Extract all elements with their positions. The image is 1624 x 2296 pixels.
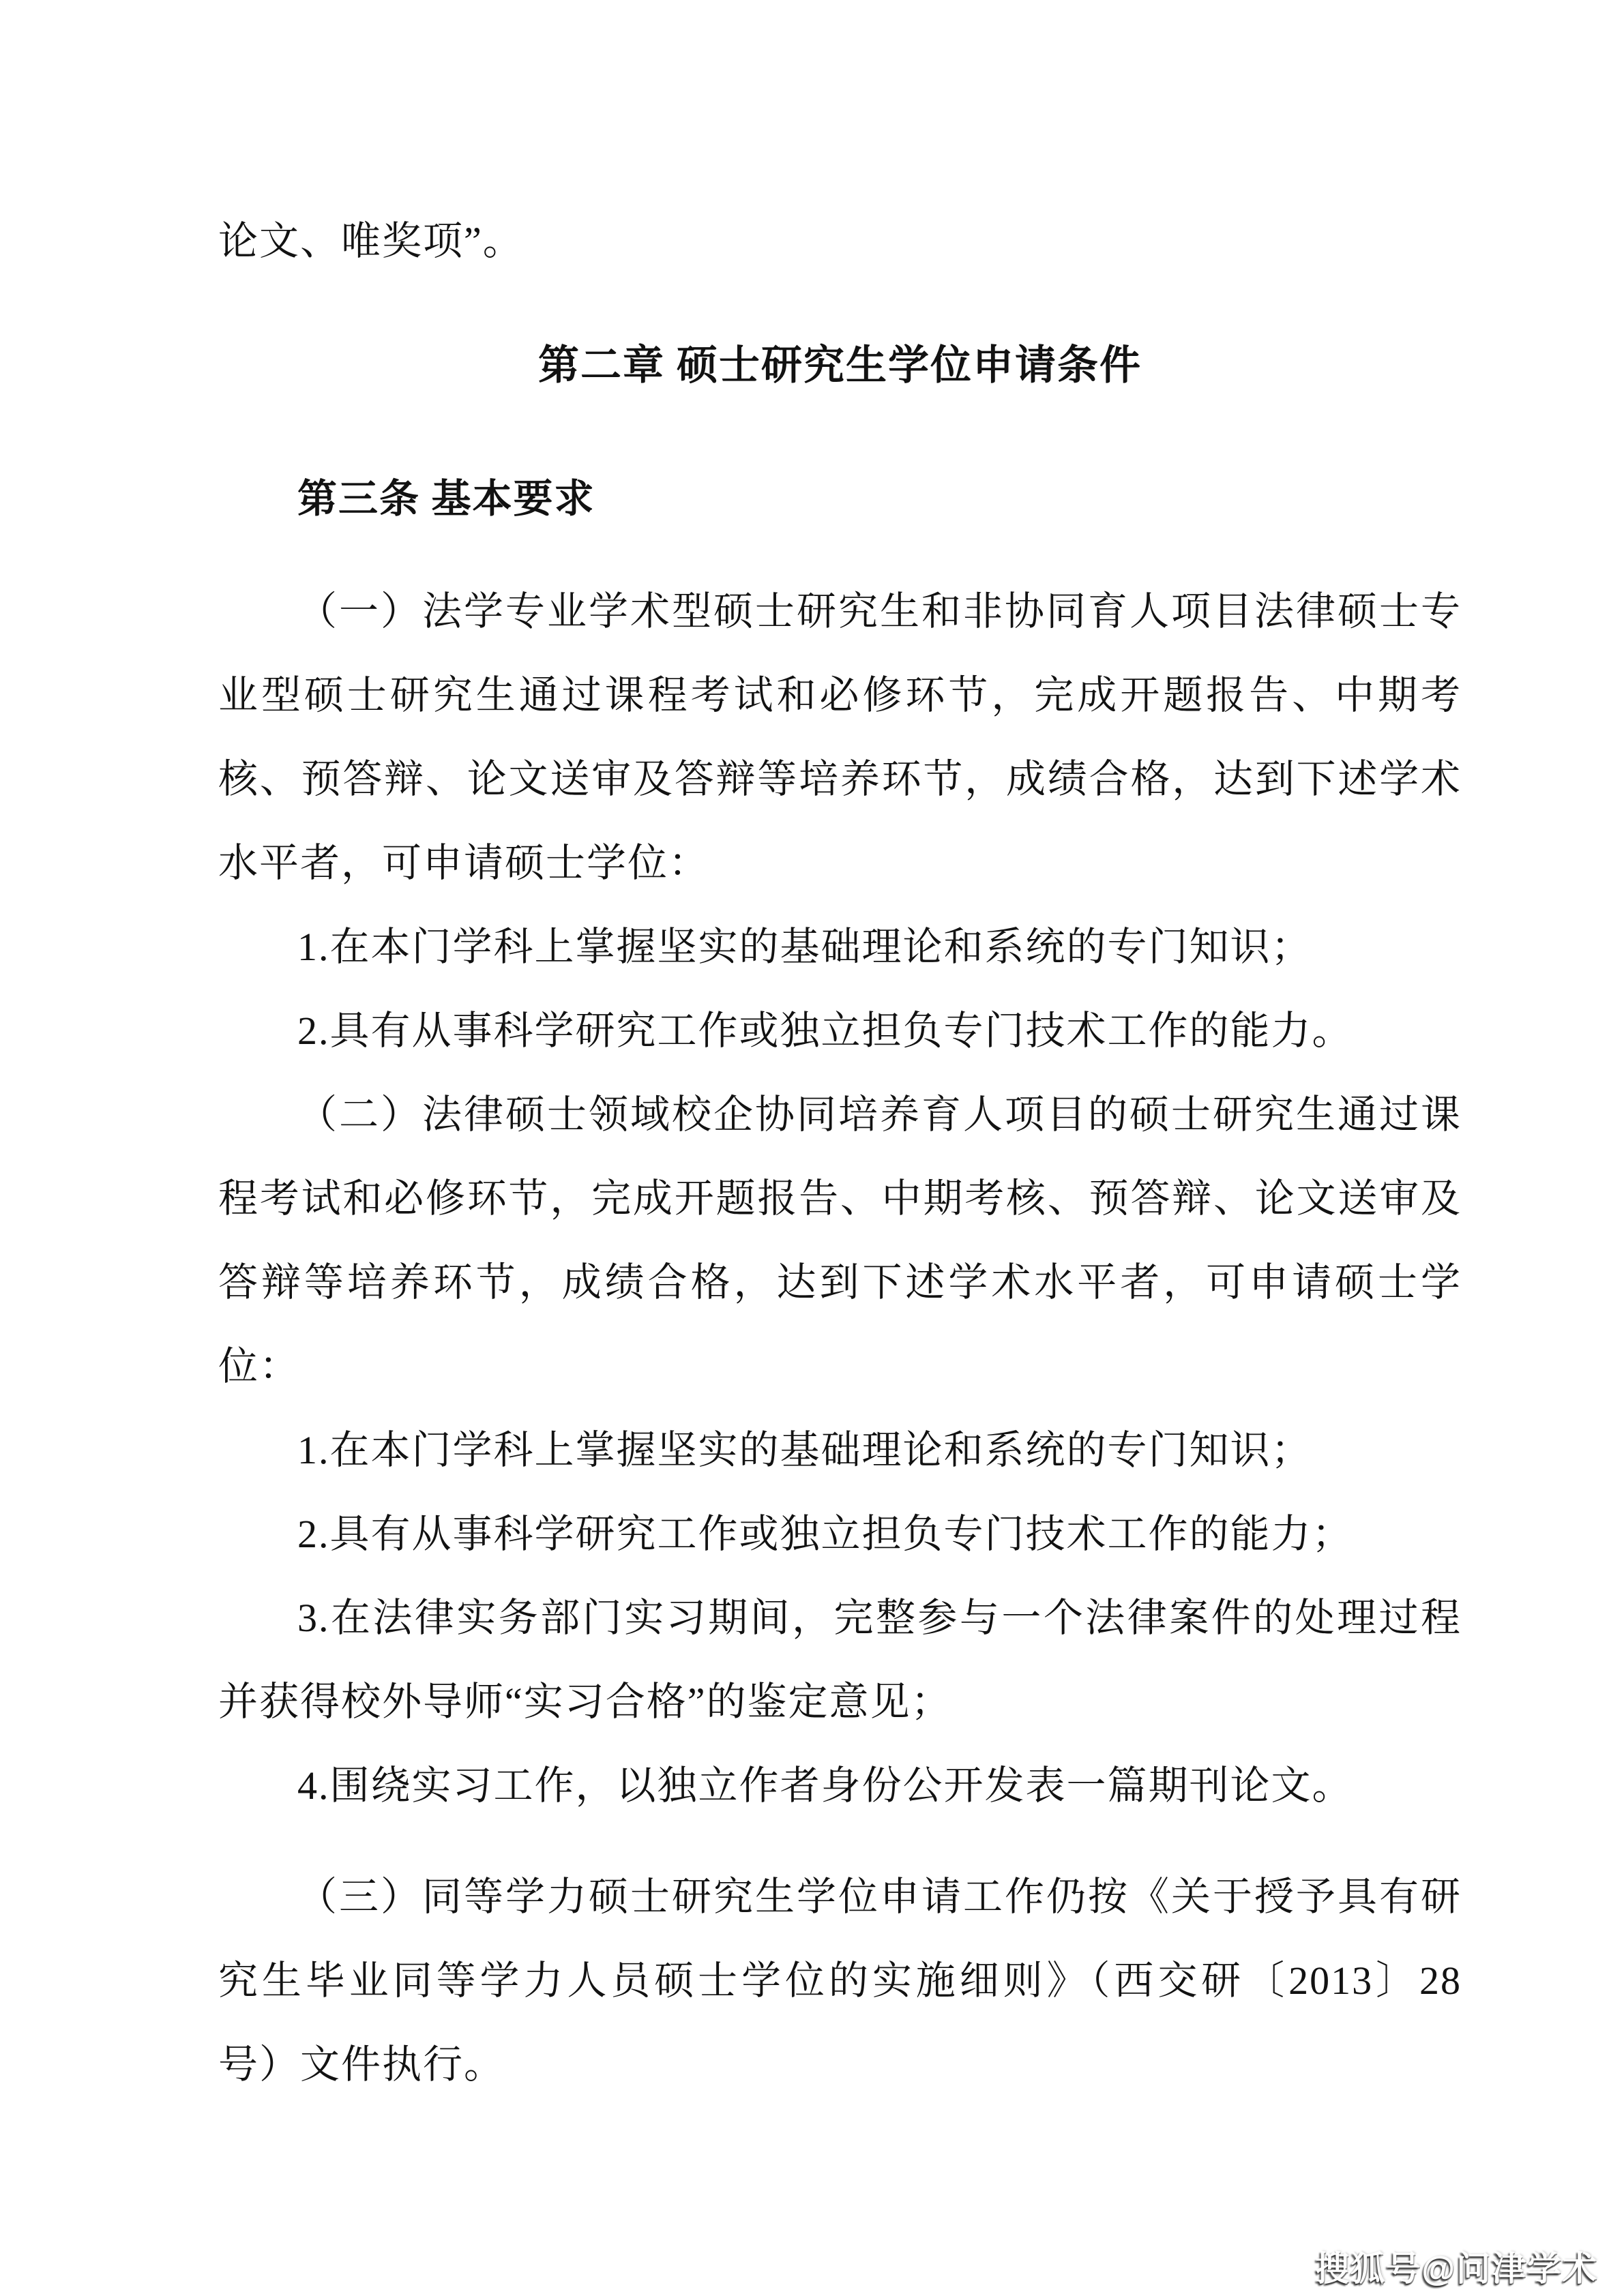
- sohu-watermark: 搜狐号@问津学术: [1315, 2250, 1598, 2288]
- article-heading: 第三条 基本要求: [297, 477, 595, 521]
- list-item-2: 2.具有从事科学研究工作或独立担负专门技术工作的能力。: [297, 1009, 1353, 1053]
- list-item-4: 2.具有从事科学研究工作或独立担负专门技术工作的能力；: [297, 1512, 1353, 1556]
- body-paragraph-3: （三）同等学力硕士研究生学位申请工作仍按《关于授予具有研究生毕业同等学力人员硕士学位的实施细则》（西交研〔2013〕28 号）文件执行。: [218, 1875, 1462, 2087]
- list-item-3: 1.在本门学科上掌握坚实的基础理论和系统的专门知识；: [297, 1428, 1312, 1472]
- list-item-1: 1.在本门学科上掌握坚实的基础理论和系统的专门知识；: [297, 925, 1312, 969]
- list-item-6: 4.围绕实习工作，以独立作者身份公开发表一篇期刊论文。: [297, 1763, 1353, 1808]
- body-paragraph-2: （二）法律硕士领域校企协同培养育人项目的硕士研究生通过课程考试和必修环节，完成开题报告、中期考核、预答辩、论文送审及答辩等培养环节，成绩合格，达到下述学术水平者，可申请硕士学位：: [218, 1092, 1462, 1388]
- list-item-5: 3.在法律实务部门实习期间，完整参与一个法律案件的处理过程并获得校外导师“实习合格”的鉴定意见；: [218, 1596, 1462, 1724]
- continuation-paragraph: 论文、唯奖项”。: [218, 219, 524, 263]
- body-paragraph-1: （一）法学专业学术型硕士研究生和非协同育人项目法律硕士专业型硕士研究生通过课程考试和必修环节，完成开题报告、中期考核、预答辩、论文送审及答辩等培养环节，成绩合格，达到下述学术水平者，可申请硕士学位：: [218, 589, 1462, 885]
- chapter-heading: 第二章 硕士研究生学位申请条件: [538, 343, 1142, 388]
- document-body: [218, 199, 1462, 2106]
